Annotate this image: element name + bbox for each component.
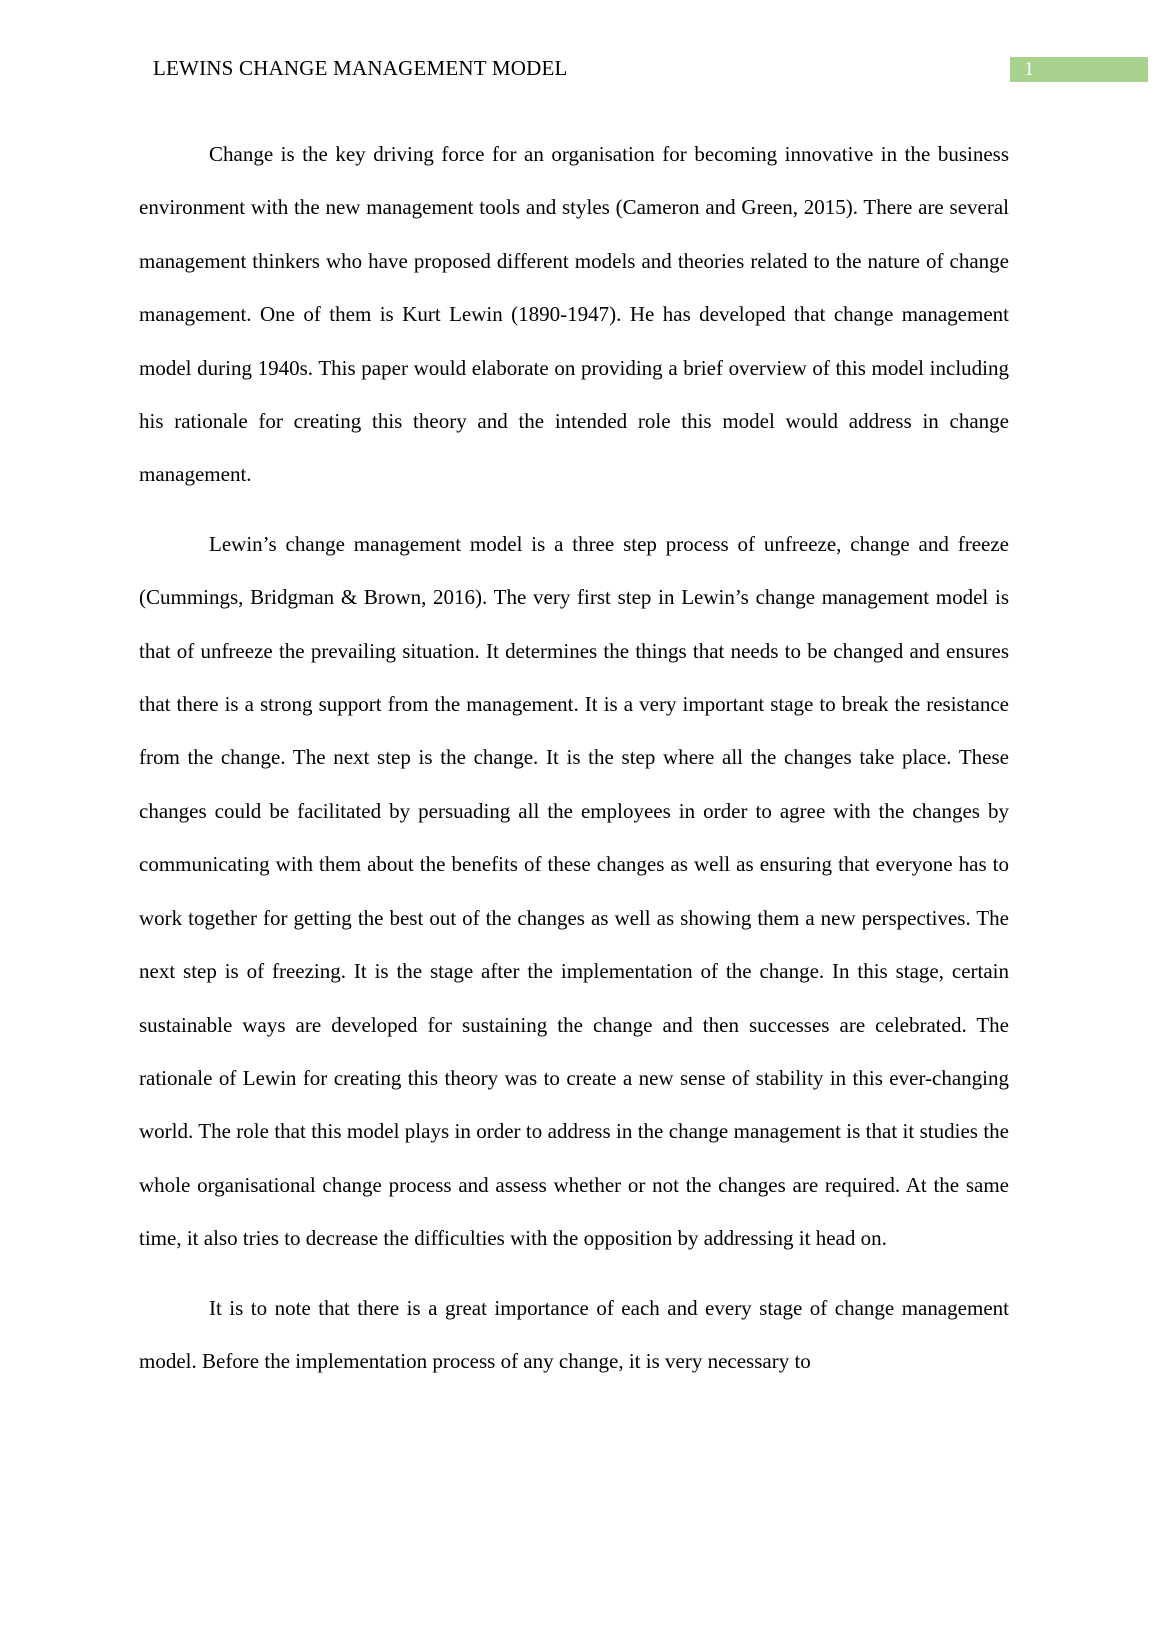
paragraph-importance: It is to note that there is a great importance of each and every stage of change management model. Before the implementation process of any change, it is very necessary to: [139, 1295, 1009, 1373]
page-header: [0, 0, 1158, 100]
document-body: [139, 128, 1009, 1404]
page-number-badge: [1010, 57, 1148, 82]
page-number: 1: [1024, 58, 1034, 80]
running-head-title: LEWINS CHANGE MANAGEMENT MODEL: [153, 56, 568, 80]
paragraph-introduction: Change is the key driving force for an organisation for becoming innovative in the business environment with the new management tools and styles (Cameron and Green, 2015). There are several management thinkers who have proposed different models and theories related to the nature of change management. One of them is Kurt Lewin (1890-1947). He has developed that change management model during 1940s. This paper would elaborate on providing a brief overview of this model including his rationale for creating this theory and the intended role this model would address in change management.: [139, 142, 1009, 487]
paragraph-lewin-model: Lewin’s change management model is a three step process of unfreeze, change and freeze (Cummings, Bridgman & Brown, 2016). The very first step in Lewin’s change management model is that of unfreeze the prevailing situation. It determines the things that needs to be changed and ensures that there is a strong support from the management. It is a very important stage to break the resistance from the change. The next step is the change. It is the step where all the changes take place. These changes could be facilitated by persuading all the employees in order to agree with the changes by communicating with them about the benefits of these changes as well as ensuring that everyone has to work together for getting the best out of the changes as well as showing them a new perspectives. The next step is of freezing. It is the stage after the implementation of the change. In this stage, certain sustainable ways are developed for sustaining the change and then successes are celebrated. The rationale of Lewin for creating this theory was to create a new sense of stability in this ever-changing world. The role that this model plays in order to address in the change management is that it studies the whole organisational change process and assess whether or not the changes are required. At the same time, it also tries to decrease the difficulties with the opposition by addressing it head on.: [139, 531, 1009, 1251]
